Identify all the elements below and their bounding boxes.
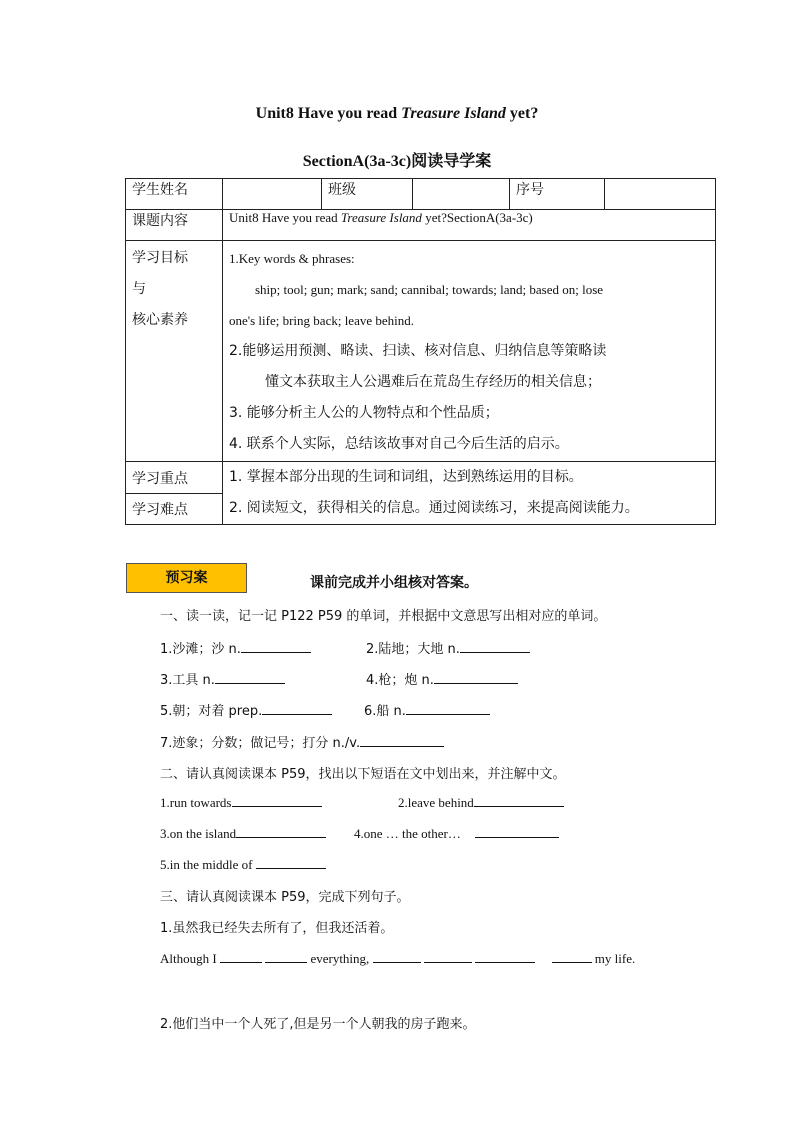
- document-subtitle: SectionA(3a-3c)阅读导学案: [302, 153, 492, 170]
- topic-content: Unit8 Have you read Treasure Island yet?SectionA(3a-3c): [223, 210, 716, 241]
- difficult-points-label: 学习难点: [126, 494, 223, 525]
- sentence-en: Although I everything, my life.: [160, 951, 636, 966]
- key-difficult-content: 1. 掌握本部分出现的生词和词组，达到熟练运用的目标。 2. 阅读短文，获得相关的信息。通过阅读练习，来提高阅读能力。: [223, 462, 716, 525]
- vocab-item: 4.枪；炮 n.: [366, 669, 518, 688]
- preview-note: 课前完成并小组核对答案。: [310, 575, 478, 591]
- name-label: 学生姓名: [126, 179, 223, 210]
- goals-content: 1.Key words & phrases: ship; tool; gun; mark; sand; cannibal; towards; land; based on; lose one's life; bring back; leave behind. 2.能够运用预测、略读、扫读、核对信息、归纳信息等策略读 懂文本获取主人公遇难后在荒岛生存经历的相关信息； 3. 能够分析主人公的人物特点和个性品质； 4. 联系个人实际，总结该故事对自己今后生活的启示。: [223, 241, 716, 462]
- class-field[interactable]: [413, 179, 510, 210]
- phrase-item: 1.run towards: [160, 794, 322, 811]
- answer-blank[interactable]: [236, 825, 326, 838]
- answer-blank[interactable]: [360, 734, 444, 747]
- answer-blank[interactable]: [265, 950, 307, 963]
- info-table: [125, 178, 716, 525]
- answer-blank[interactable]: [215, 671, 285, 684]
- document-title: Unit8 Have you read Treasure Island yet?: [255, 105, 539, 122]
- vocab-item: 5.朝；对着 prep.: [160, 700, 332, 719]
- answer-blank[interactable]: [241, 640, 311, 653]
- vocab-item: 3.工具 n.: [160, 669, 285, 688]
- answer-blank[interactable]: [475, 950, 535, 963]
- answer-blank[interactable]: [406, 702, 490, 715]
- phrase-item: 4.one … the other…: [354, 825, 559, 842]
- topic-label: 课题内容: [126, 210, 223, 241]
- answer-blank[interactable]: [552, 950, 592, 963]
- phrase-item: 3.on the island: [160, 825, 326, 842]
- vocab-item: 2.陆地；大地 n.: [366, 638, 530, 657]
- section2-heading: 二、请认真阅读课本 P59，找出以下短语在文中划出来，并注解中文。: [160, 767, 566, 782]
- section3-heading: 三、请认真阅读课本 P59，完成下列句子。: [160, 890, 410, 905]
- answer-blank[interactable]: [460, 640, 530, 653]
- answer-blank[interactable]: [475, 825, 559, 838]
- section1-heading: 一、读一读，记一记 P122 P59 的单词，并根据中文意思写出相对应的单词。: [160, 609, 607, 624]
- goals-label: 学习目标 与 核心素养: [126, 241, 223, 462]
- sentence-cn: 2.他们当中一个人死了,但是另一个人朝我的房子跑来。: [160, 1017, 476, 1032]
- number-field[interactable]: [605, 179, 716, 210]
- answer-blank[interactable]: [474, 794, 564, 807]
- answer-blank[interactable]: [434, 671, 518, 684]
- answer-blank[interactable]: [262, 702, 332, 715]
- phrase-item: 5.in the middle of: [160, 856, 326, 873]
- number-label: 序号: [510, 179, 605, 210]
- vocab-item: 1.沙滩；沙 n.: [160, 638, 311, 657]
- name-field[interactable]: [223, 179, 322, 210]
- key-points-label: 学习重点: [126, 462, 223, 494]
- vocab-item: 6.船 n.: [364, 700, 490, 719]
- vocab-item: 7.迹象；分数；做记号；打分 n./v.: [160, 732, 444, 751]
- phrase-item: 2.leave behind: [398, 794, 564, 811]
- answer-blank[interactable]: [256, 856, 326, 869]
- answer-blank[interactable]: [220, 950, 262, 963]
- answer-blank[interactable]: [424, 950, 472, 963]
- answer-blank[interactable]: [373, 950, 421, 963]
- preview-tag: 预习案: [126, 563, 247, 593]
- answer-blank[interactable]: [232, 794, 322, 807]
- class-label: 班级: [322, 179, 413, 210]
- sentence-cn: 1.虽然我已经失去所有了，但我还活着。: [160, 921, 394, 936]
